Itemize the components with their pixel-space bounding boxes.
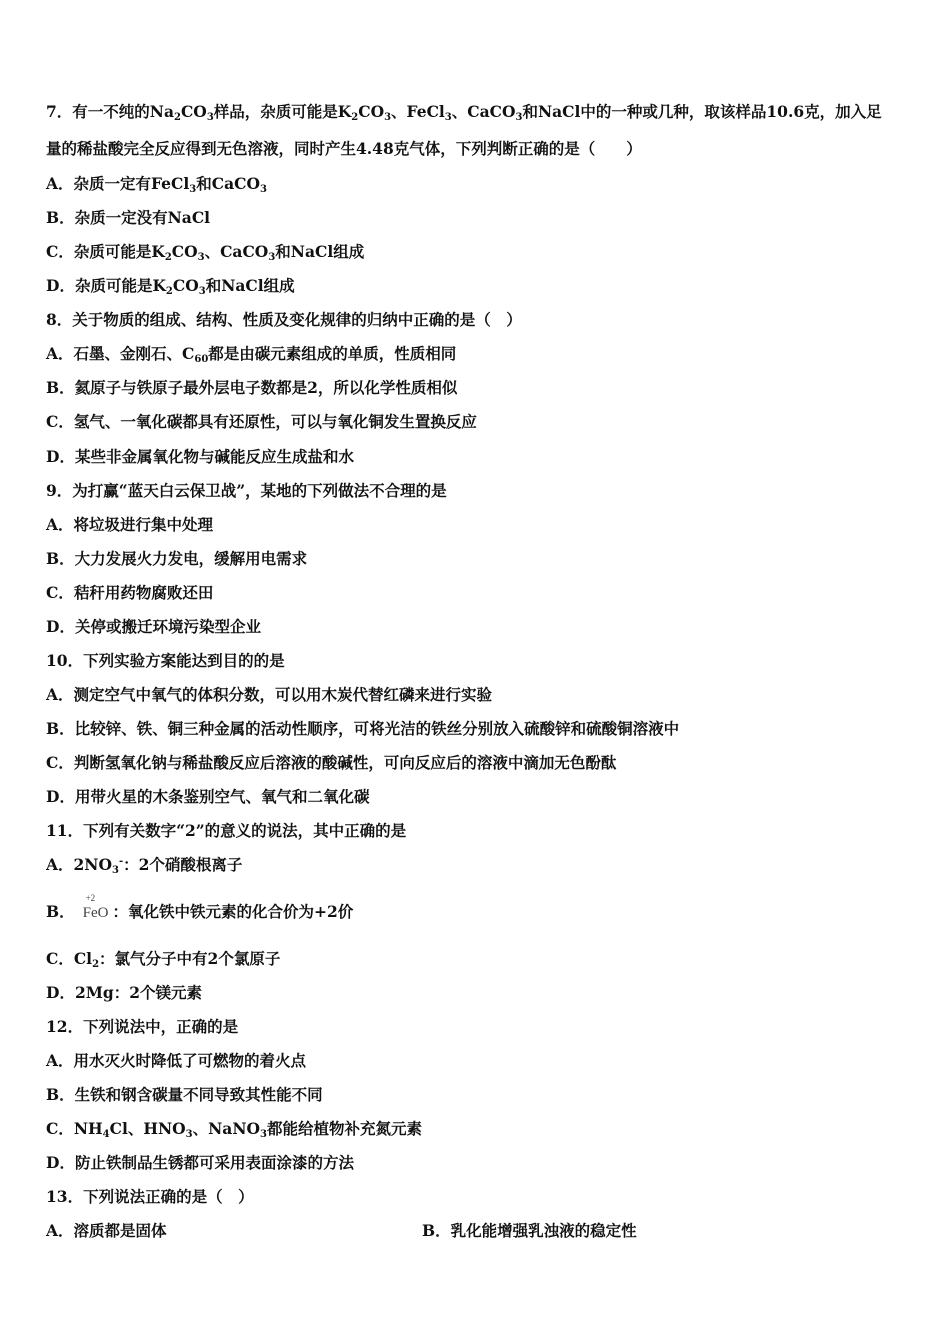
q9-option-a: A．将垃圾进行集中处理 — [46, 515, 214, 534]
q7-stem-line1 — [46, 102, 882, 122]
q10-option-d: D．用带火星的木条鉴别空气、氧气和二氧化碳 — [46, 787, 370, 806]
q8-option-b: B．氦原子与铁原子最外层电子数都是2，所以化学性质相似 — [46, 378, 458, 397]
option-text: A．2NO — [46, 855, 112, 874]
q11-option-c — [46, 949, 280, 969]
option-text: B． — [46, 902, 75, 921]
q13-stem: 13．下列说法正确的是（ ） — [46, 1187, 254, 1206]
q8-option-c: C．氢气、一氧化碳都具有还原性，可以与氧化铜发生置换反应 — [46, 412, 477, 431]
option-text: CO — [171, 242, 198, 261]
q7-option-a — [46, 174, 267, 194]
q9-stem: 9．为打赢“蓝天白云保卫战”，某地的下列做法不合理的是 — [46, 481, 447, 500]
q10-option-b: B．比较锌、铁、铜三种金属的活动性顺序，可将光洁的铁丝分别放入硫酸锌和硫酸铜溶液中 — [46, 719, 680, 738]
subscript: 2 — [92, 959, 100, 970]
subscript: 2 — [165, 286, 173, 297]
q8-stem: 8．关于物质的组成、结构、性质及变化规律的归纳中正确的是（ ） — [46, 310, 522, 329]
superscript: - — [118, 856, 124, 867]
q10-option-a: A．测定空气中氧气的体积分数，可以用木炭代替红磷来进行实验 — [46, 685, 493, 704]
option-text: Cl、HNO — [109, 1119, 186, 1138]
subscript: 3 — [268, 252, 276, 263]
q13-options-row — [46, 1221, 906, 1241]
option-text: 和NaCl组成 — [275, 242, 365, 261]
subscript: 3 — [515, 112, 523, 123]
option-text: C．Cl — [46, 949, 93, 968]
q12-option-b: B．生铁和钢含碳量不同导致其性能不同 — [46, 1085, 323, 1104]
option-text: ：氯气分子中有2个氯原子 — [99, 949, 281, 968]
option-text: C．杂质可能是K — [46, 242, 165, 261]
subscript: 3 — [197, 252, 205, 263]
option-text: 、CaCO — [204, 242, 269, 261]
feo-text: FeO — [82, 905, 109, 921]
q11-option-b — [46, 893, 354, 923]
option-text: A．石墨、金刚石、C — [46, 344, 195, 363]
subscript: 2 — [351, 112, 359, 123]
option-text: D．杂质可能是K — [46, 276, 166, 295]
q8-option-a — [46, 344, 456, 364]
q11-option-d: D．2Mg：2个镁元素 — [46, 983, 203, 1002]
subscript: 4 — [102, 1129, 110, 1140]
option-text: 和NaCl组成 — [205, 276, 295, 295]
q7-text: 和NaCl中的一种或几种，取该样品10.6克，加入足 — [522, 102, 882, 121]
q11-option-a — [46, 855, 242, 875]
option-text: ：2个硝酸根离子 — [123, 855, 243, 874]
q7-option-d — [46, 276, 295, 296]
q7-text: 样品，杂质可能是K — [213, 102, 352, 121]
q9-option-d: D．关停或搬迁环境污染型企业 — [46, 617, 261, 636]
option-text: 都能给植物补充氮元素 — [267, 1119, 423, 1138]
q7-option-c — [46, 242, 364, 262]
q10-option-c: C．判断氢氧化钠与稀盐酸反应后溶液的酸碱性，可向反应后的溶液中滴加无色酚酞 — [46, 753, 617, 772]
q9-option-c: C．秸秆用药物腐败还田 — [46, 583, 214, 602]
q7-text: 、FeCl — [391, 102, 445, 121]
q9-option-b: B．大力发展火力发电，缓解用电需求 — [46, 549, 308, 568]
valence-mark: +2 — [85, 893, 96, 903]
q11-stem: 11．下列有关数字“2”的意义的说法，其中正确的是 — [46, 821, 407, 840]
subscript: 3 — [198, 286, 206, 297]
q12-stem: 12．下列说法中，正确的是 — [46, 1017, 239, 1036]
subscript: 60 — [194, 354, 209, 365]
q8-option-d: D．某些非金属氧化物与碱能反应生成盐和水 — [46, 447, 354, 466]
q7-option-b: B．杂质一定没有NaCl — [46, 208, 211, 227]
q7-text: CO — [180, 102, 207, 121]
subscript: 3 — [260, 1129, 267, 1140]
q10-stem: 10．下列实验方案能达到目的的是 — [46, 651, 285, 670]
subscript: 3 — [111, 865, 119, 876]
subscript: 3 — [384, 112, 392, 123]
q13-option-a: A．溶质都是固体 — [46, 1221, 167, 1240]
subscript: 3 — [444, 112, 452, 123]
q12-option-c — [46, 1119, 422, 1139]
q7-text: 、CaCO — [451, 102, 516, 121]
feo-formula — [82, 893, 109, 923]
subscript: 2 — [164, 252, 172, 263]
subscript: 3 — [189, 184, 197, 195]
option-text: 、NaNO — [192, 1119, 261, 1138]
subscript: 3 — [259, 184, 267, 195]
q7-stem-line2: 量的稀盐酸完全反应得到无色溶液，同时产生4.48克气体，下列判断正确的是（ ） — [46, 139, 642, 158]
q13-option-b: B．乳化能增强乳浊液的稳定性 — [422, 1221, 637, 1240]
q12-option-a: A．用水灭火时降低了可燃物的着火点 — [46, 1051, 307, 1070]
option-text: A．杂质一定有FeCl — [46, 174, 190, 193]
subscript: 3 — [206, 112, 214, 123]
q12-option-d: D．防止铁制品生锈都可采用表面涂漆的方法 — [46, 1153, 354, 1172]
q7-text: CO — [358, 102, 385, 121]
option-text: ：氧化铁中铁元素的化合价为+2价 — [112, 902, 354, 921]
subscript: 2 — [174, 112, 181, 123]
option-text: CO — [172, 276, 199, 295]
option-text: 都是由碳元素组成的单质，性质相同 — [208, 344, 457, 363]
q7-text: 7．有一不纯的Na — [46, 102, 174, 121]
subscript: 3 — [185, 1129, 193, 1140]
option-text: 和CaCO — [196, 174, 260, 193]
option-text: C．NH — [46, 1119, 103, 1138]
